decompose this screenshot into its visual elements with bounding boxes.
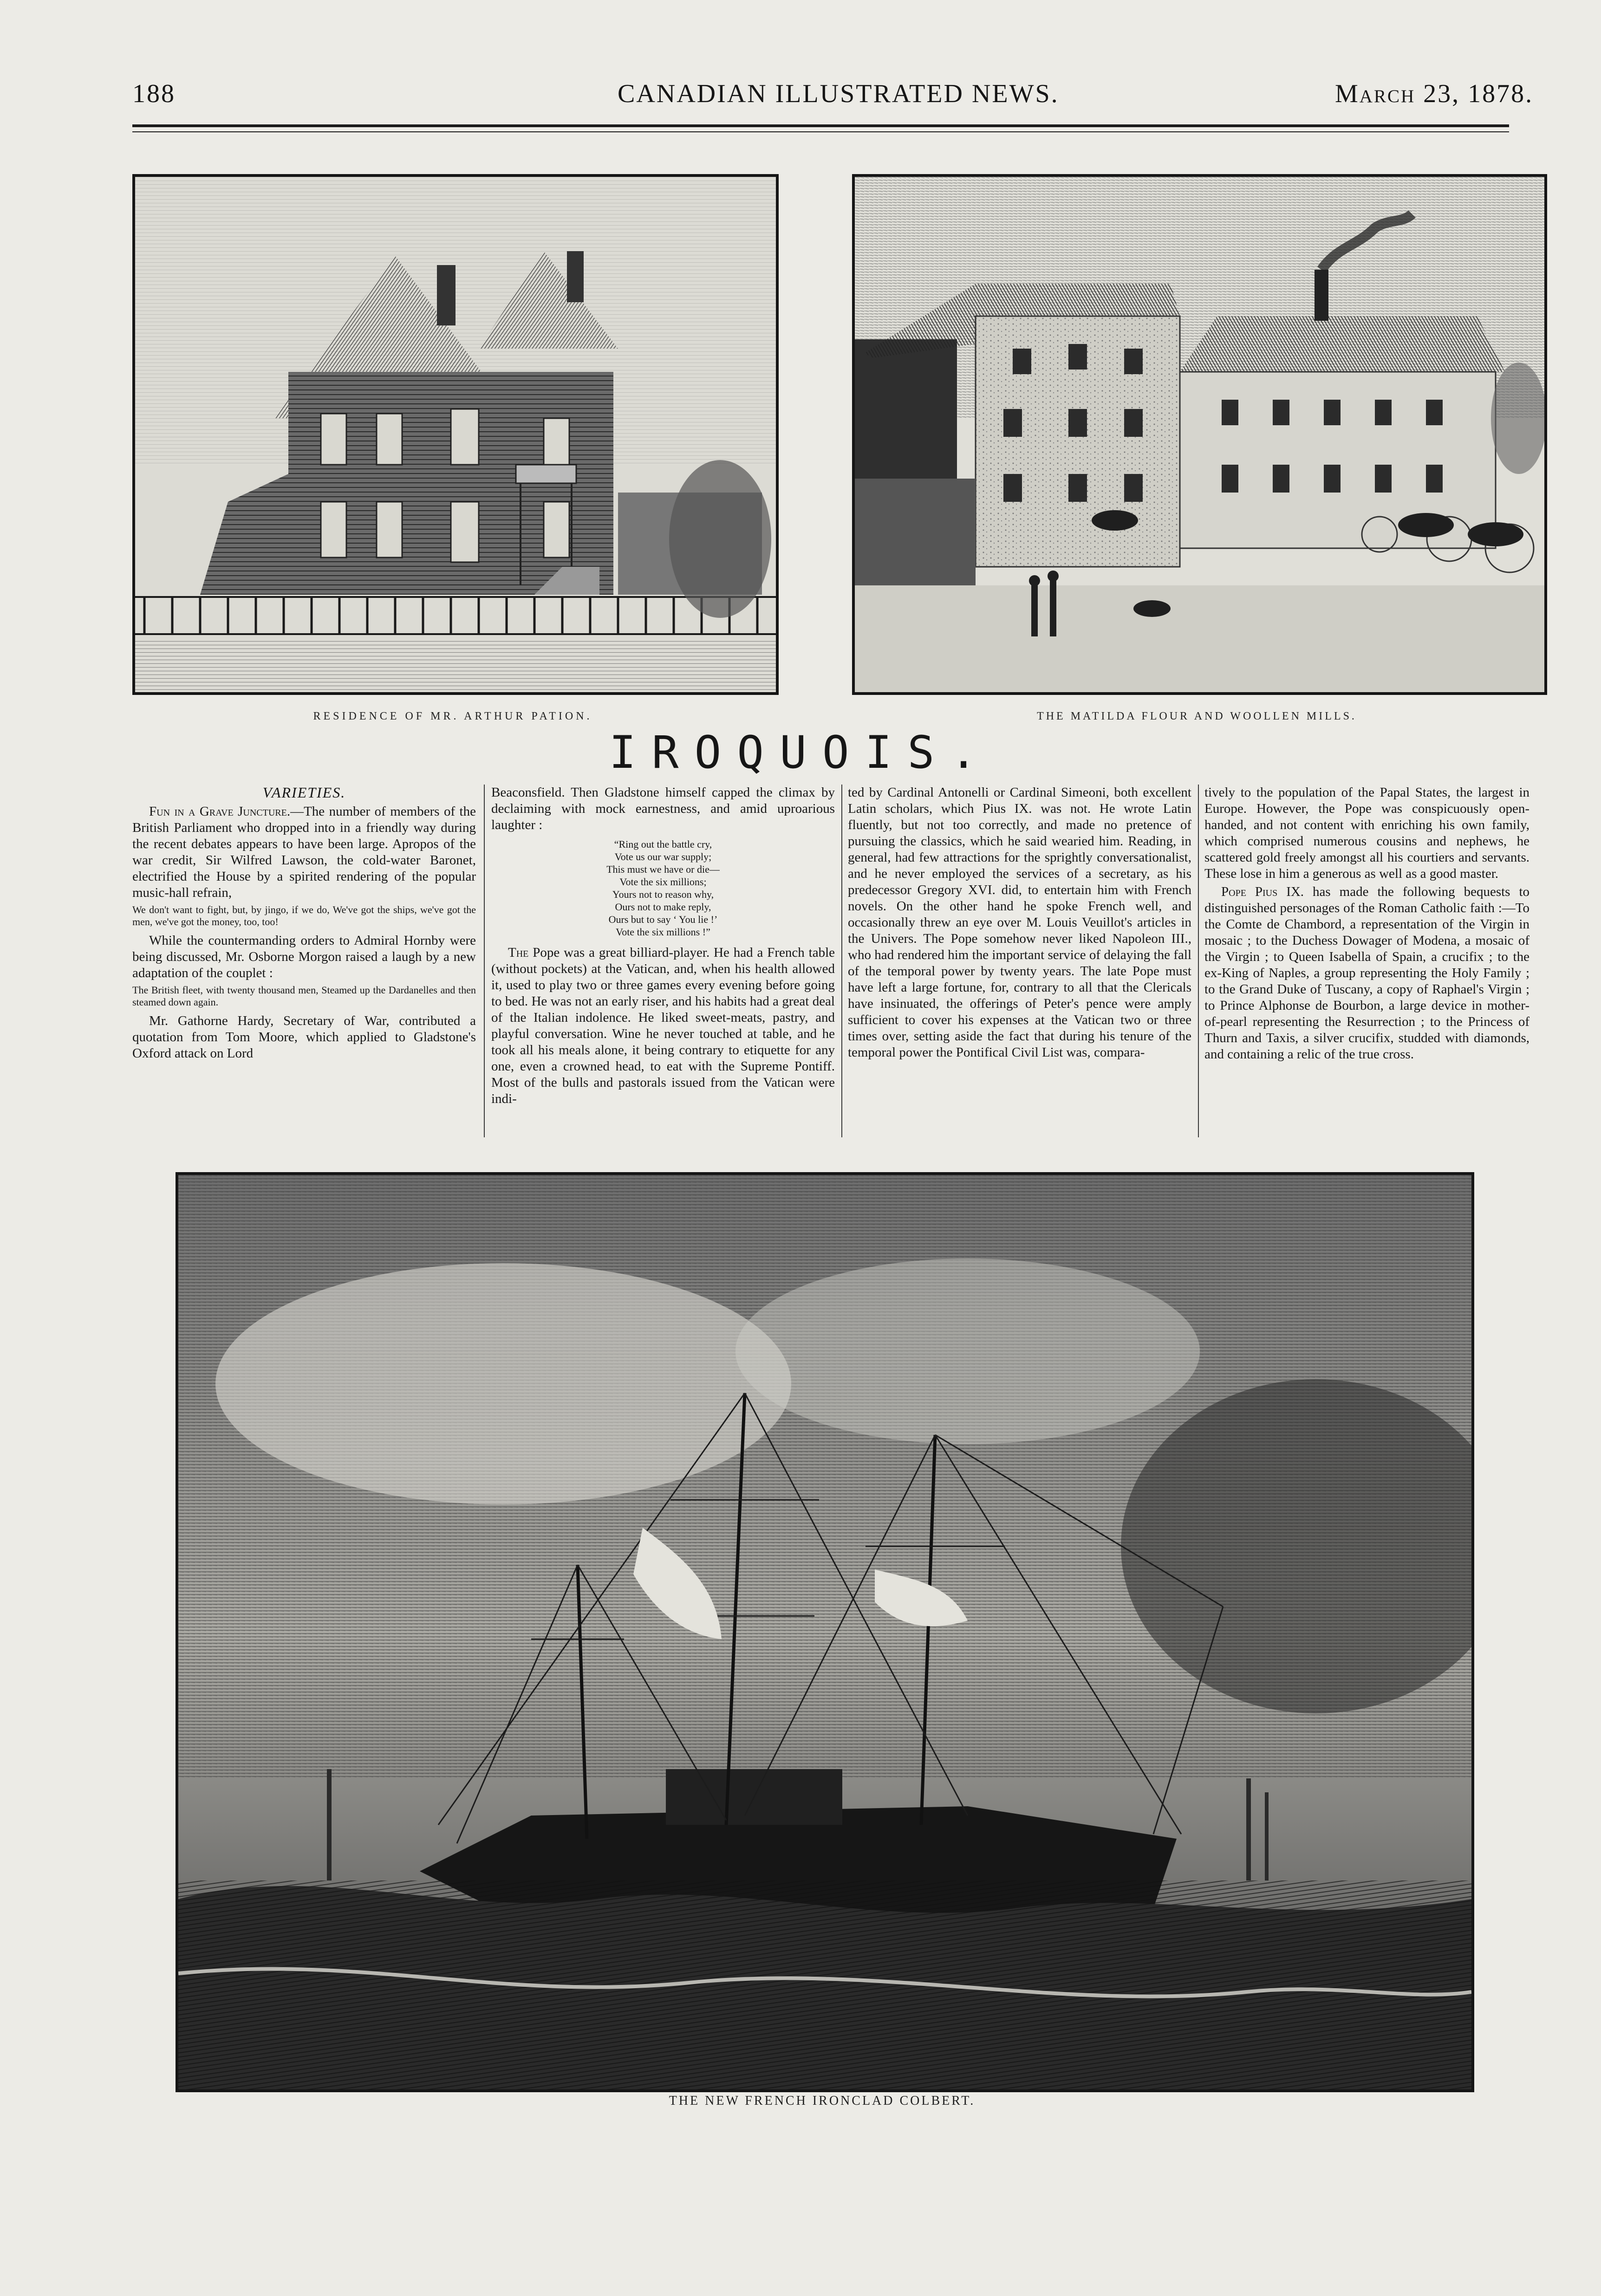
issue-date: March 23, 1878.: [1335, 79, 1534, 108]
article-column-4: [1204, 785, 1529, 1137]
header-rule-thin: [132, 131, 1509, 132]
paragraph: Beaconsfield. Then Gladstone himself capped the climax by declaiming with mock earnestness, and amid uproarious laughter :: [491, 785, 835, 832]
section-title: IROQUOIS.: [609, 726, 993, 778]
paragraph: [491, 945, 835, 1107]
article-column-1: [132, 785, 476, 1137]
paragraph-text: —The number of members of the British Parliament who dropped into in a friendly way during the recent debates appears to have been large. Apropos of the war credit, Sir Wilfred Lawson, the cold-water Baronet, electrified the House by a spirited rendering of the popular music-hall refrain,: [132, 804, 476, 900]
publication-title: CANADIAN ILLUSTRATED NEWS.: [618, 79, 1059, 108]
ironclad-caption: THE NEW FRENCH IRONCLAD COLBERT.: [669, 2094, 976, 2108]
article-column-2: [491, 785, 835, 1137]
article-column-3: [848, 785, 1191, 1137]
poem-line: Vote the six millions;: [619, 876, 707, 888]
paragraph: ted by Cardinal Antonelli or Cardinal Simeoni, both excellent Latin scholars, which Pius IX. was not. He wrote Latin fluently, but not too correctly, and made no pretence of pursuing the classics, which he said wearied him. Reading, in general, had few attractions for the sprightly conversationalist, and he never employed the services of a secretary, as his predecessor Gregory XVI. did, to entertain him with French novels. On the other hand he spoke French well, and occasionally threw an eye over M. Louis Veuillot's articles in the Univers. The Pope somehow never liked Napoleon III., who had rendered him the important service of delaying the fall of the temporal power by twenty years. The late Pope must have left a large fortune, for, contrary to all that the Clericals have insinuated, the offerings of Peter's pence were amply sufficient to cover his expenses at the Vatican two or three times over, setting aside the fact that during his tenure of the temporal power the Pontifical Civil List was, compara-: [848, 785, 1191, 1060]
poem-line: This must we have or die—: [606, 863, 720, 875]
mills-caption: THE MATILDA FLOUR AND WOOLLEN MILLS.: [1037, 710, 1357, 722]
column-divider: [1198, 785, 1199, 1137]
poem-line: Ours but to say ‘ You lie !’: [608, 914, 718, 925]
paragraph-text: Pope was a great billiard-player. He had a French table (without pockets) at the Vatican, and, when his health allowed it, used to play two or three games every evening before going to bed. He was not an early riser, and his habits had a great deal of the Italian indolence. He liked sweet-meats, pastry, and playful conversation. Wine he never touched at table, and he took all his meals alone, it being contrary to etiquette for any one, even a crowned head, to eat with the Supreme Pontiff. Most of the bulls and pastorals issued from the Vatican were indi-: [491, 945, 835, 1106]
poem-line: Yours not to reason why,: [612, 889, 714, 900]
paragraph: While the countermanding orders to Admiral Hornby were being discussed, Mr. Osborne Morgon raised a laugh by a new adaptation of the couplet :: [132, 933, 476, 980]
poem-line: Ours not to make reply,: [615, 901, 711, 913]
paragraph-lead: Pope Pius IX.: [1221, 884, 1304, 899]
mills-engraving: [852, 174, 1547, 695]
poem-line: “Ring out the battle cry,: [614, 838, 712, 850]
header-rule-thick: [132, 124, 1509, 127]
poem-line: Vote the six millions !”: [616, 926, 710, 938]
page-number: 188: [132, 79, 176, 108]
residence-engraving: [132, 174, 779, 695]
paragraph: Mr. Gathorne Hardy, Secretary of War, contributed a quotation from Tom Moore, which applied to Gladstone's Oxford attack on Lord: [132, 1013, 476, 1061]
column-divider: [841, 785, 842, 1137]
paragraph: [1204, 884, 1529, 1063]
paragraph-lead: The: [508, 945, 529, 960]
poem: [491, 838, 835, 938]
poem-line: Vote us our war supply;: [614, 851, 712, 863]
ironclad-engraving: [176, 1172, 1474, 2092]
column-divider: [484, 785, 485, 1137]
paragraph: [132, 804, 476, 901]
quoted-verse: We don't want to fight, but, by jingo, if we do, We've got the ships, we've got the men, we've got the money, too, too!: [132, 904, 476, 927]
article-heading: VARIETIES.: [262, 785, 346, 801]
paragraph-text: has made the following bequests to distinguished personages of the Roman Catholic faith :—To the Comte de Chambord, a representation of the Virgin in mosaic ; to the Duchess Dowager of Modena, a mosaic of the Virgin ; to Queen Isabella of Spain, a crucifix ; to the ex-King of Naples, a group representing the Holy Family ; to the Grand Duke of Tuscany, a copy of Raphael's Virgin ; to Prince Alphonse de Bourbon, a large device in mother-of-pearl representing the Resurrection ; to the Princess of Thurn and Taxis, a silver crucifix, studded with diamonds, and containing a relic of the true cross.: [1204, 884, 1529, 1062]
paragraph-lead: Fun in a Grave Juncture.: [149, 804, 291, 819]
residence-caption: RESIDENCE OF MR. ARTHUR PATION.: [313, 710, 592, 722]
quoted-verse: The British fleet, with twenty thousand men, Steamed up the Dardanelles and then steamed down again.: [132, 984, 476, 1008]
paragraph: tively to the population of the Papal States, the largest in Europe. However, the Pope was conspicuously open-handed, and not content with enriching his own family, which comprised numerous cousins and nephews, he scattered gold freely amongst all his courtiers and servants. These lose in him a generous as well as a good master.: [1204, 785, 1529, 881]
